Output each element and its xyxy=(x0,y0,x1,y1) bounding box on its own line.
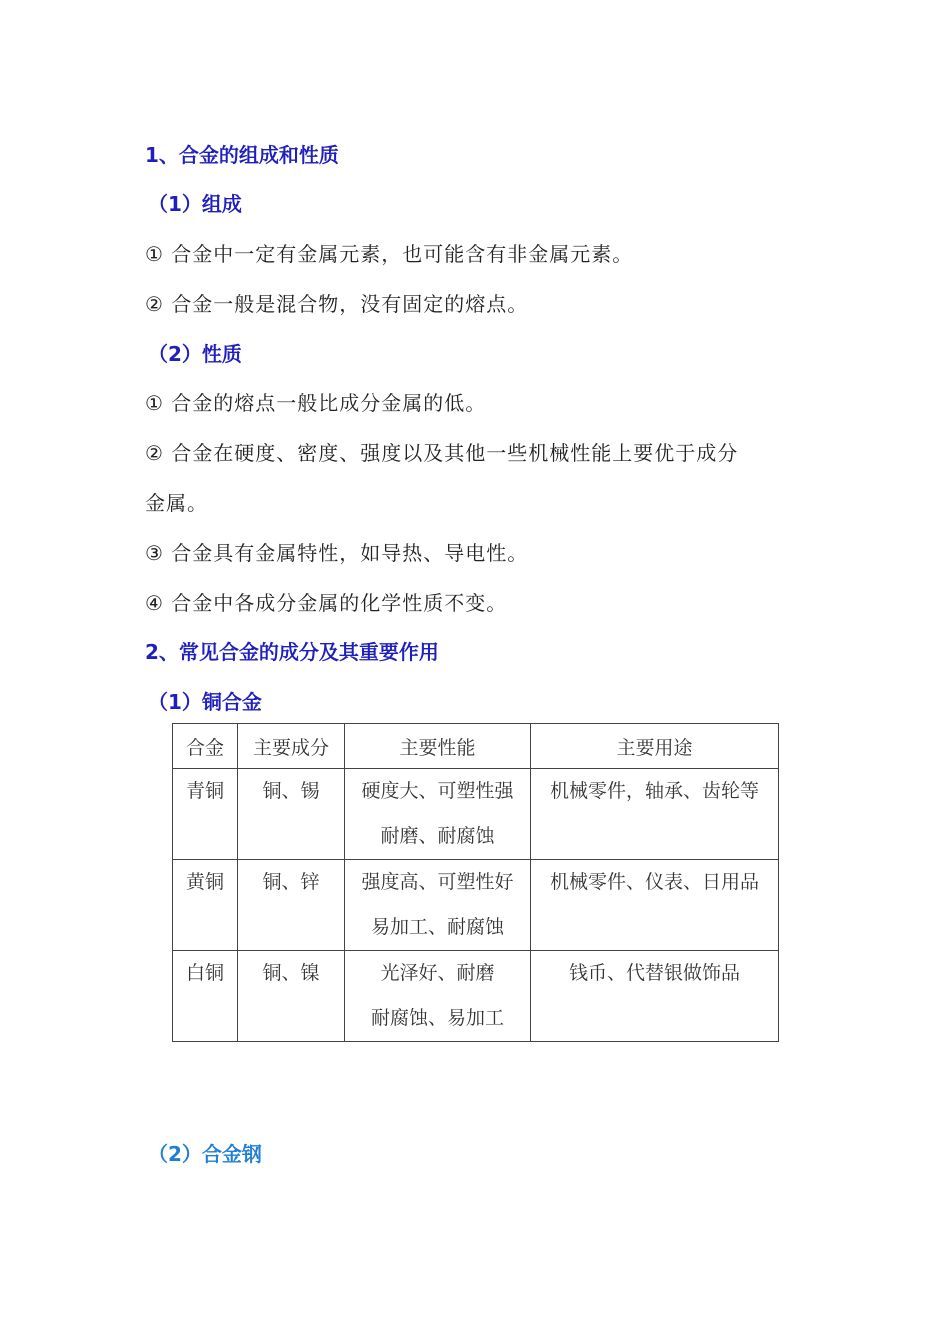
header-properties: 主要性能 xyxy=(345,724,531,769)
cell-properties xyxy=(345,951,531,1042)
section-1-subtitle-properties: （2）性质 xyxy=(148,342,242,366)
composition-point-2: ② 合金一般是混合物，没有固定的熔点。 xyxy=(145,292,529,316)
cell-composition: 铜、镍 xyxy=(238,951,345,1042)
cell-properties xyxy=(345,769,531,860)
table-row xyxy=(173,860,779,951)
cell-composition: 铜、锌 xyxy=(238,860,345,951)
section-2-subtitle-copper-alloy: （1）铜合金 xyxy=(148,690,262,714)
cell-uses: 钱币、代替银做饰品 xyxy=(531,951,779,1042)
section-2-title: 2、常见合金的成分及其重要作用 xyxy=(145,640,439,664)
cell-properties-line-2: 耐腐蚀、易加工 xyxy=(370,1007,504,1029)
table-header-row xyxy=(173,724,779,769)
cell-properties-line-2: 易加工、耐腐蚀 xyxy=(370,916,504,938)
cell-alloy: 白铜 xyxy=(173,951,238,1042)
cell-uses: 机械零件，轴承、齿轮等 xyxy=(531,769,779,860)
cell-alloy: 黄铜 xyxy=(173,860,238,951)
copper-alloy-table xyxy=(172,723,779,1042)
cell-uses: 机械零件、仪表、日用品 xyxy=(531,860,779,951)
cell-alloy: 青铜 xyxy=(173,769,238,860)
property-point-2-line-2: 金属。 xyxy=(145,491,208,515)
property-point-1: ① 合金的熔点一般比成分金属的低。 xyxy=(145,391,487,415)
header-composition: 主要成分 xyxy=(238,724,345,769)
property-point-4: ④ 合金中各成分金属的化学性质不变。 xyxy=(145,591,508,615)
cell-properties-line-1: 强度高、可塑性好 xyxy=(361,871,514,893)
section-1-title: 1、合金的组成和性质 xyxy=(145,143,339,167)
header-uses: 主要用途 xyxy=(531,724,779,769)
composition-point-1: ① 合金中一定有金属元素，也可能含有非金属元素。 xyxy=(145,242,634,266)
property-point-2-line-1: ② 合金在硬度、密度、强度以及其他一些机械性能上要优于成分 xyxy=(145,441,739,465)
cell-properties-line-2: 耐磨、耐腐蚀 xyxy=(380,825,495,847)
section-2-subtitle-alloy-steel: （2）合金钢 xyxy=(148,1142,262,1166)
table-row xyxy=(173,769,779,860)
section-1-subtitle-composition: （1）组成 xyxy=(148,192,242,216)
cell-properties-line-1: 硬度大、可塑性强 xyxy=(361,780,514,802)
header-alloy: 合金 xyxy=(173,724,238,769)
cell-composition: 铜、锡 xyxy=(238,769,345,860)
cell-properties-line-1: 光泽好、耐磨 xyxy=(380,962,495,984)
cell-properties xyxy=(345,860,531,951)
property-point-3: ③ 合金具有金属特性，如导热、导电性。 xyxy=(145,541,529,565)
table-row xyxy=(173,951,779,1042)
